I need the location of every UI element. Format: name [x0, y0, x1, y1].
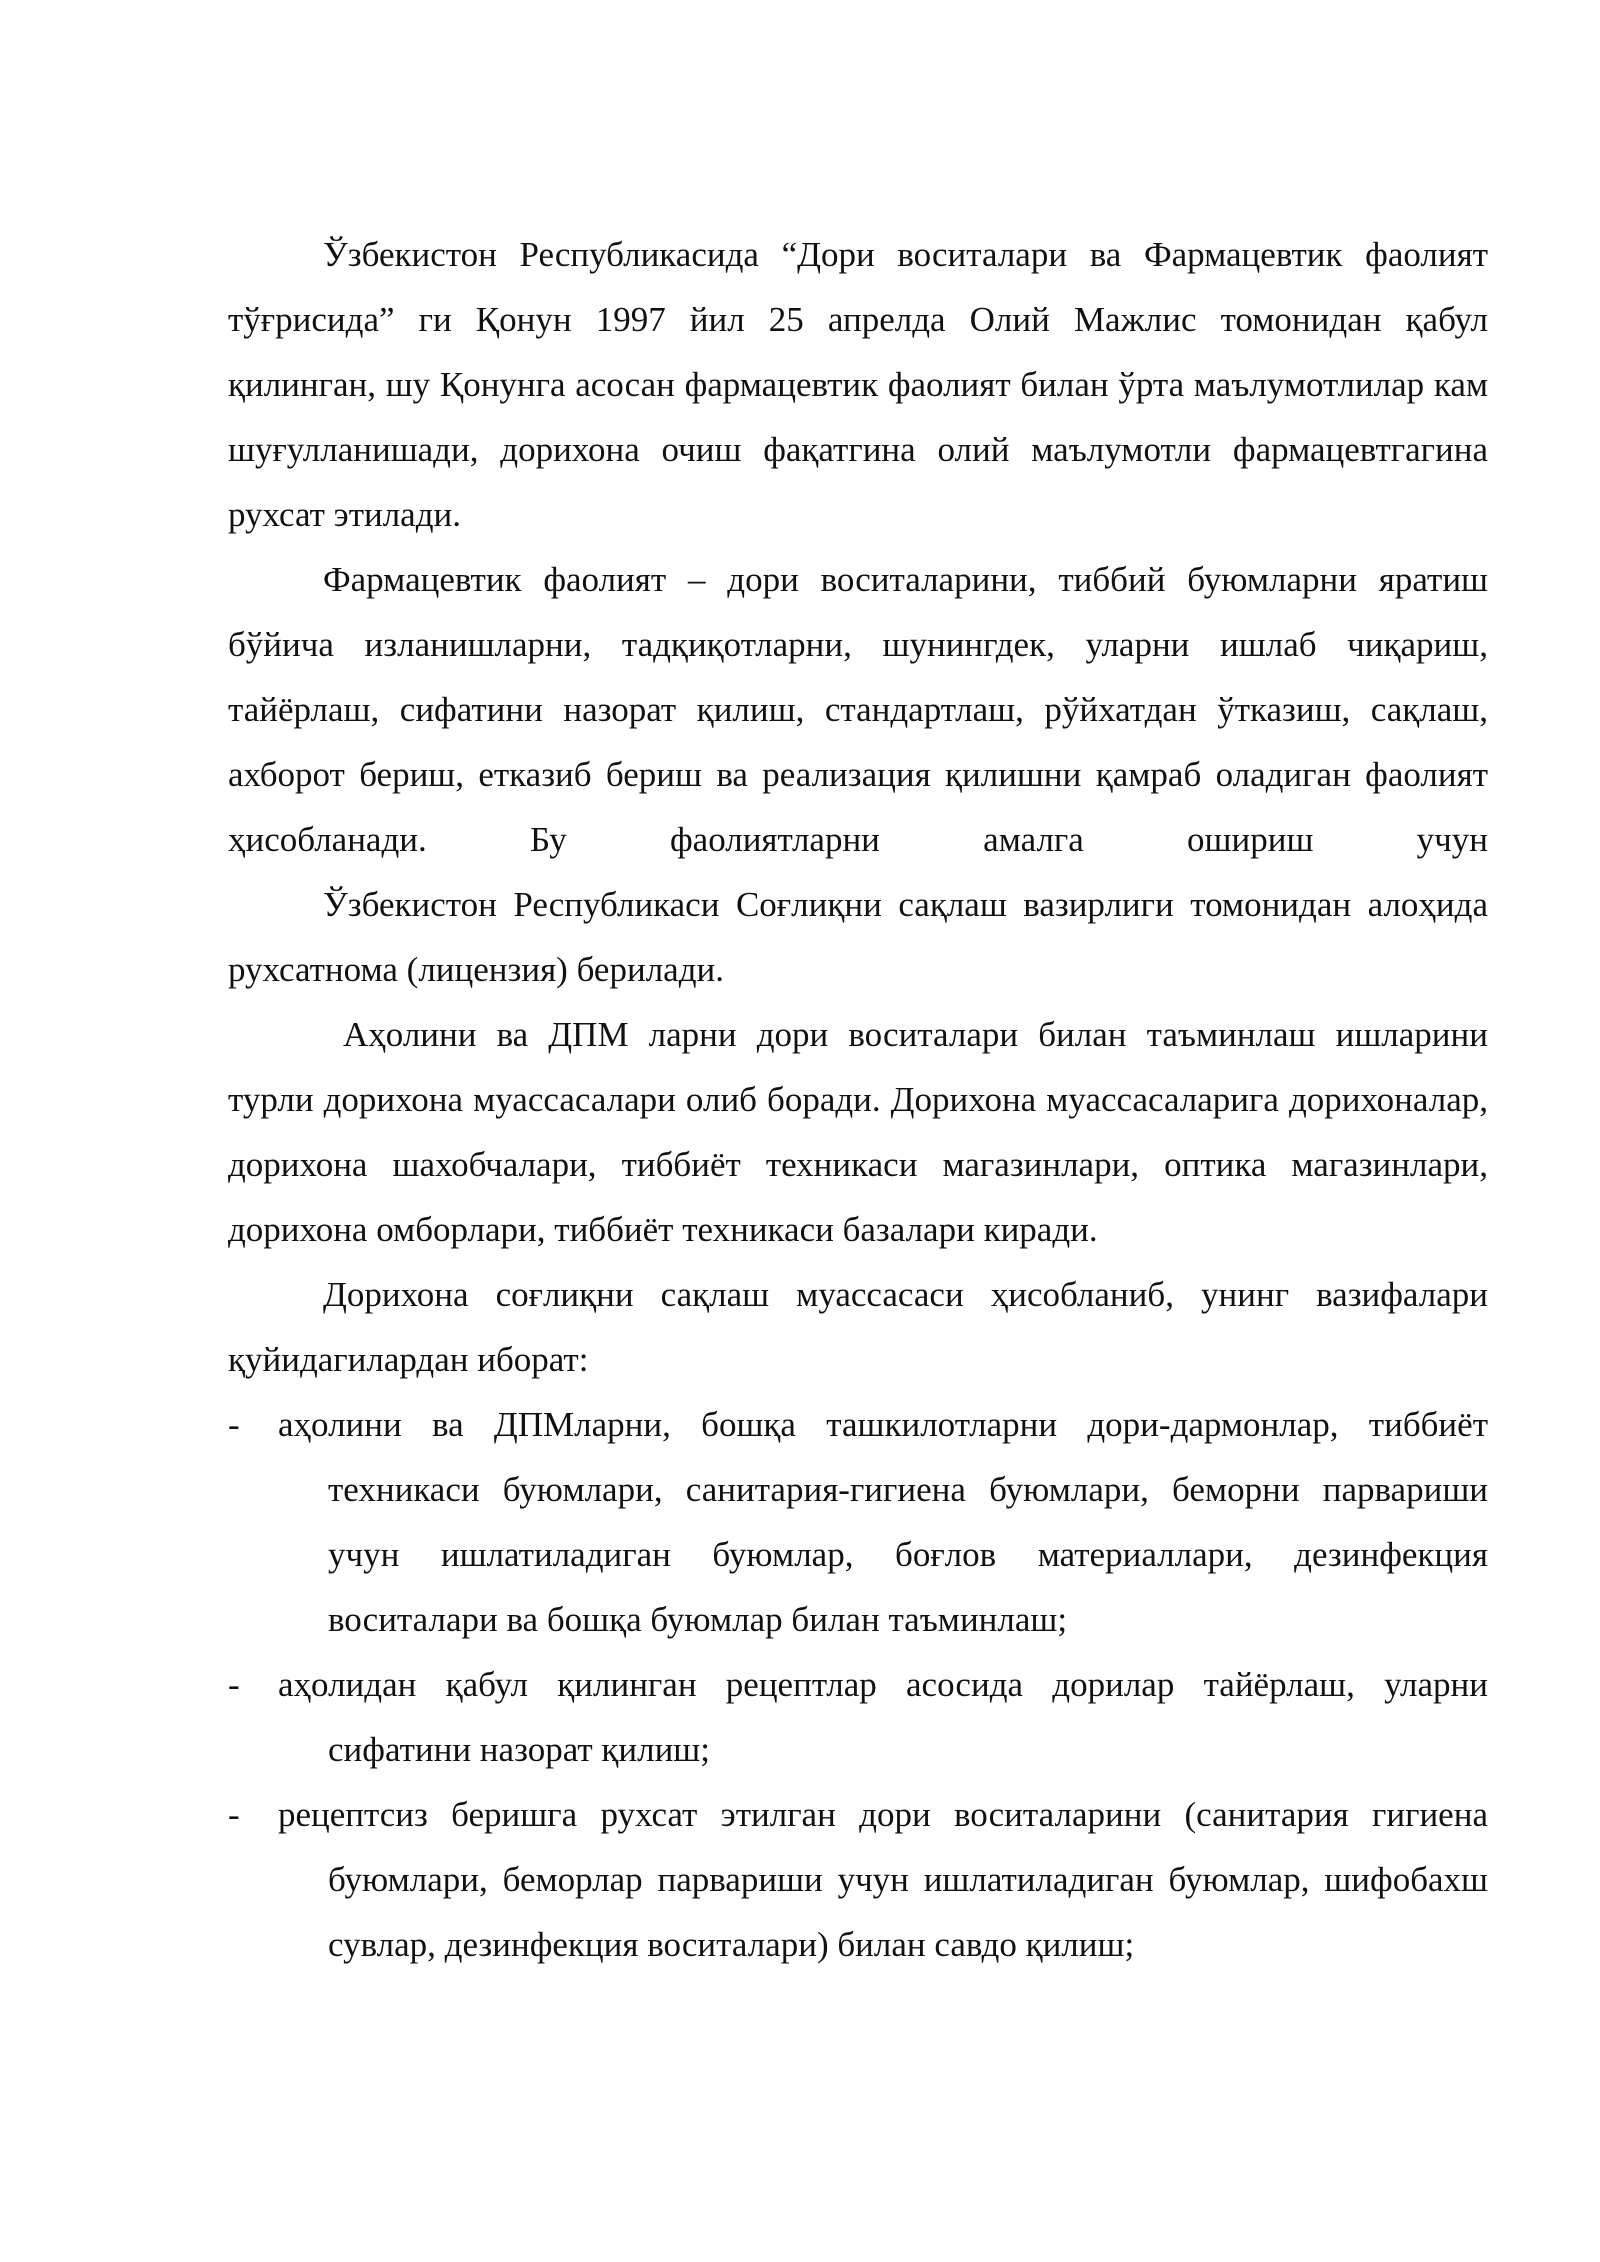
bullet-text: аҳолидан қабул қилинган рецептлар асосида дорилар тайёрлаш, уларни сифатини назорат қилиш;	[278, 1665, 1488, 1769]
pharmacy-tasks-list	[228, 1392, 1488, 1977]
paragraph-law: Ўзбекистон Республикасида “Дори воситалари ва Фармацевтик фаолият тўғрисида” ги Қонун 1997 йил 25 апрелда Олий Мажлис томонидан қабул қилинган, шу Қонунга асосан фармацевтик фаолият билан ўрта маълумотлилар кам шуғулланишади, дорихона очиш фақатгина олий маълумотли фармацевтгагина рухсат этилади.	[228, 235, 1488, 534]
paragraph-pharmacy-tasks-intro: Дорихона соғлиқни сақлаш муассасаси ҳисобланиб, унинг вазифалари қуйидагилардан иборат:	[228, 1275, 1488, 1379]
bullet-dash: -	[228, 1665, 240, 1704]
paragraph-pharmaceutical-activity: Фармацевтик фаолият – дори воситаларини, тиббий буюмларни яратиш бўйича изланишларни, тадқиқотларни, шунингдек, уларни ишлаб чиқариш, тайёрлаш, сифатини назорат қилиш, стандартлаш, рўйхатдан ўтказиш, сақлаш, ахборот бериш, етказиб бериш ва реализация қилишни қамраб оладиган фаолият ҳисобланади. Бу фаолиятларни амалга ошириш учун	[228, 560, 1488, 859]
list-item	[228, 1652, 1488, 1782]
paragraph-pharmacy-institutions: Аҳолини ва ДПМ ларни дори воситалари билан таъминлаш ишларини турли дорихона муассасалари олиб боради. Дорихона муассасаларига дорихоналар, дорихона шахобчалари, тиббиёт техникаси магазинлари, оптика магазинлари, дорихона омборлари, тиббиёт техникаси базалари киради.	[228, 1015, 1488, 1249]
bullet-dash: -	[228, 1795, 240, 1834]
document-body	[228, 222, 1488, 1977]
list-item	[228, 1782, 1488, 1977]
paragraph-license: Ўзбекистон Республикаси Соғлиқни сақлаш вазирлиги томонидан алоҳида рухсатнома (лицензия) берилади.	[228, 885, 1488, 989]
list-item	[228, 1392, 1488, 1652]
bullet-dash: -	[228, 1405, 240, 1444]
bullet-text: аҳолини ва ДПМларни, бошқа ташкилотларни дори-дармонлар, тиббиёт техникаси буюмлари, санитария-гигиена буюмлари, беморни парвариши учун ишлатиладиган буюмлар, боғлов материаллари, дезинфекция воситалари ва бошқа буюмлар билан таъминлаш;	[278, 1405, 1488, 1639]
bullet-text: рецептсиз беришга рухсат этилган дори воситаларини (санитария гигиена буюмлари, беморлар парвариши учун ишлатиладиган буюмлар, шифобахш сувлар, дезинфекция воситалари) билан савдо қилиш;	[278, 1795, 1488, 1964]
